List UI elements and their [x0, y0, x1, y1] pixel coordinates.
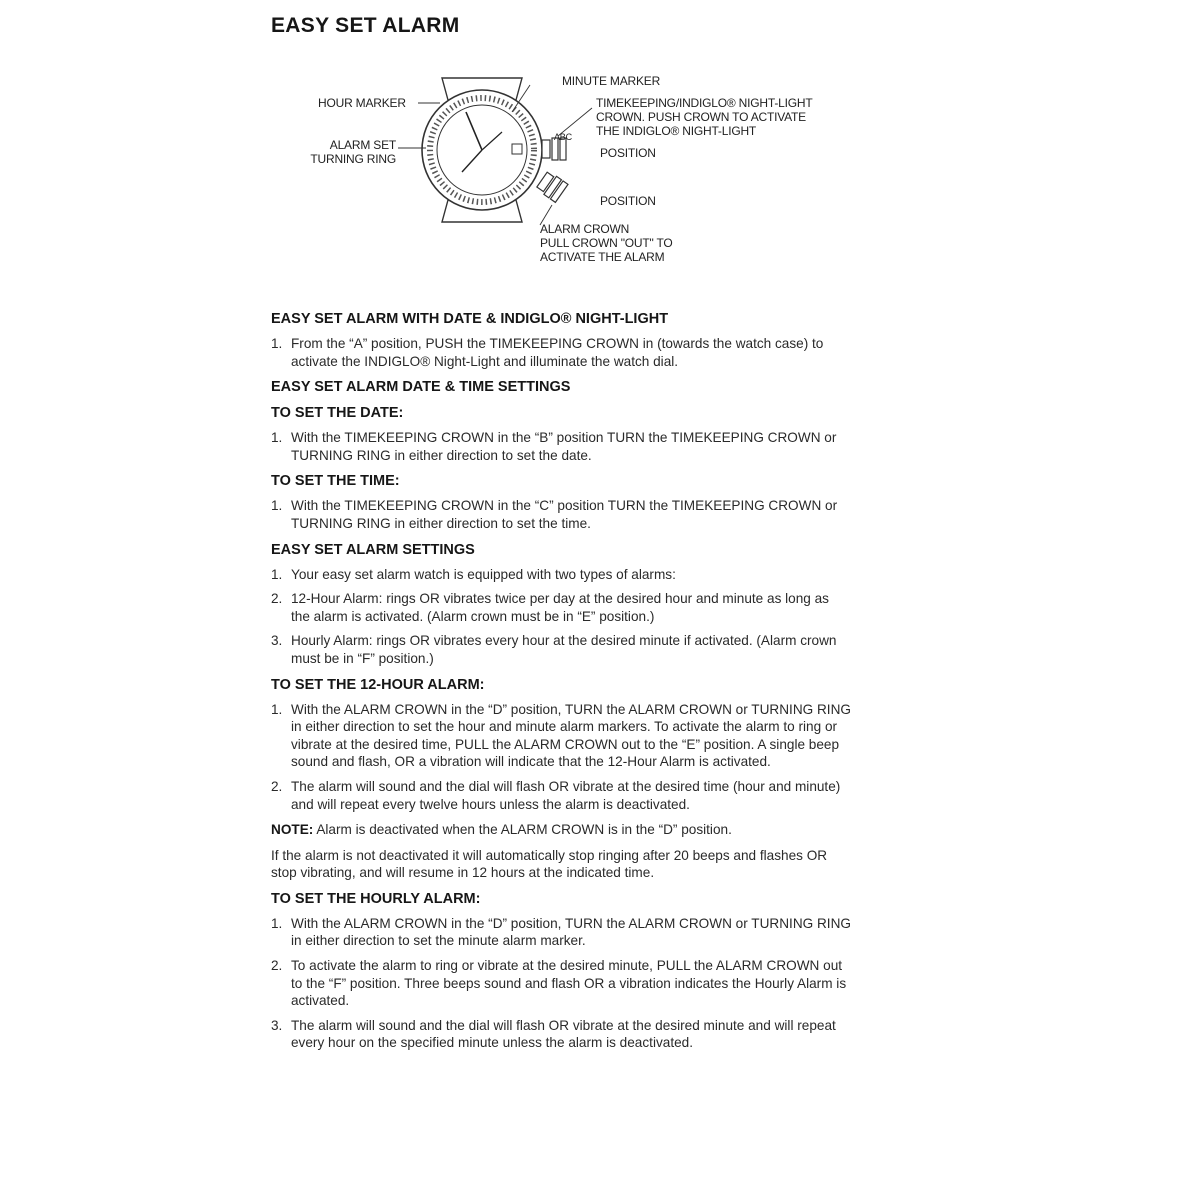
note-label: NOTE: — [271, 822, 314, 838]
instructions — [271, 310, 851, 1052]
alarm-set-ring-label: ALARM SET TURNING RING — [310, 138, 396, 166]
subsection-title-hourly-alarm: TO SET THE HOURLY ALARM: — [271, 890, 481, 907]
position-label-bottom: POSITION — [600, 194, 656, 208]
section-title-date-time: EASY SET ALARM DATE & TIME SETTINGS — [271, 379, 571, 396]
alarm-crown-label: ALARM CROWN PULL CROWN "OUT" TO ACTIVATE THE ALARM — [540, 222, 673, 264]
list-item: 1. With the TIMEKEEPING CROWN in the “B” position TURN the TIMEKEEPING CROWN or TURNING RING in either direction to set the date. — [271, 430, 837, 463]
date-steps — [271, 429, 851, 464]
subsection-title-12-hour-alarm: TO SET THE 12-HOUR ALARM: — [271, 676, 485, 693]
position-label-top: POSITION — [600, 146, 656, 160]
list-item: 2. The alarm will sound and the dial will flash OR vibrate at the desired time (hour and minute) and will repeat every twelve hours unless the alarm is deactivated. — [271, 778, 841, 812]
night-light-steps — [271, 335, 851, 370]
watch-diagram — [290, 60, 850, 280]
section-title-alarm-settings: EASY SET ALARM SETTINGS — [271, 541, 475, 558]
page-title: EASY SET ALARM — [271, 14, 460, 37]
note-text: Alarm is deactivated when the ALARM CROWN is in the “D” position. — [313, 822, 732, 838]
list-item: 3. The alarm will sound and the dial will flash OR vibrate at the desired minute and will repeat every hour on the specified minute unless the alarm is deactivated. — [271, 1017, 836, 1051]
list-item: 2. To activate the alarm to ring or vibrate at the desired minute, PULL the ALARM CROWN out to the “F” position. Three beeps sound and flash OR a vibration indicates the Hourly Alarm is activated. — [271, 958, 847, 1009]
alarm-settings-steps — [271, 566, 851, 668]
auto-stop-paragraph: If the alarm is not deactivated it will automatically stop ringing after 20 beeps and flashes OR stop vibrating, and will resume in 12 hours at the indicated time. — [271, 847, 828, 881]
12-hour-alarm-steps — [271, 701, 851, 814]
section-title-night-light: EASY SET ALARM WITH DATE & INDIGLO® NIGHT-LIGHT — [271, 311, 669, 327]
minute-marker-label: MINUTE MARKER — [562, 74, 661, 88]
time-steps — [271, 497, 851, 532]
note-paragraph — [271, 821, 851, 839]
timekeeping-crown-label: TIMEKEEPING/INDIGLO® NIGHT-LIGHT CROWN. PUSH CROWN TO ACTIVATE THE INDIGLO® NIGHT-LIGHT — [596, 96, 813, 138]
list-item: 2. 12-Hour Alarm: rings OR vibrates twice per day at the desired hour and minute as long as the alarm is activated. (Alarm crown must be in “E” position.) — [271, 591, 829, 624]
crown-position-letters-top: ABC — [554, 132, 572, 142]
list-item: 1. With the ALARM CROWN in the “D” position, TURN the ALARM CROWN or TURNING RING in either direction to set the hour and minute alarm markers. To activate the alarm to ring or vibrate at the desired time, PULL the ALARM CROWN out to the “E” position. A single beep sound and flash, OR a vibration will indicate that the 12-Hour Alarm is activated. — [271, 701, 851, 770]
list-item: 3. Hourly Alarm: rings OR vibrates every hour at the desired minute if activated. (Alarm crown must be in “F” position.) — [271, 633, 837, 666]
subsection-title-date: TO SET THE DATE: — [271, 405, 404, 422]
list-item: 1. With the TIMEKEEPING CROWN in the “C” position TURN the TIMEKEEPING CROWN or TURNING RING in either direction to set the time. — [271, 498, 838, 531]
list-item: 1. With the ALARM CROWN in the “D” position, TURN the ALARM CROWN or TURNING RING in either direction to set the minute alarm marker. — [271, 915, 851, 949]
list-item: 1. From the “A” position, PUSH the TIMEKEEPING CROWN in (towards the watch case) to activate the INDIGLO® Night-Light and illuminate the watch dial. — [271, 336, 824, 369]
list-item: 1. Your easy set alarm watch is equipped with two types of alarms: — [271, 566, 676, 582]
subsection-title-time: TO SET THE TIME: — [271, 473, 400, 490]
hourly-alarm-steps — [271, 915, 851, 1052]
hour-marker-label: HOUR MARKER — [318, 96, 406, 110]
